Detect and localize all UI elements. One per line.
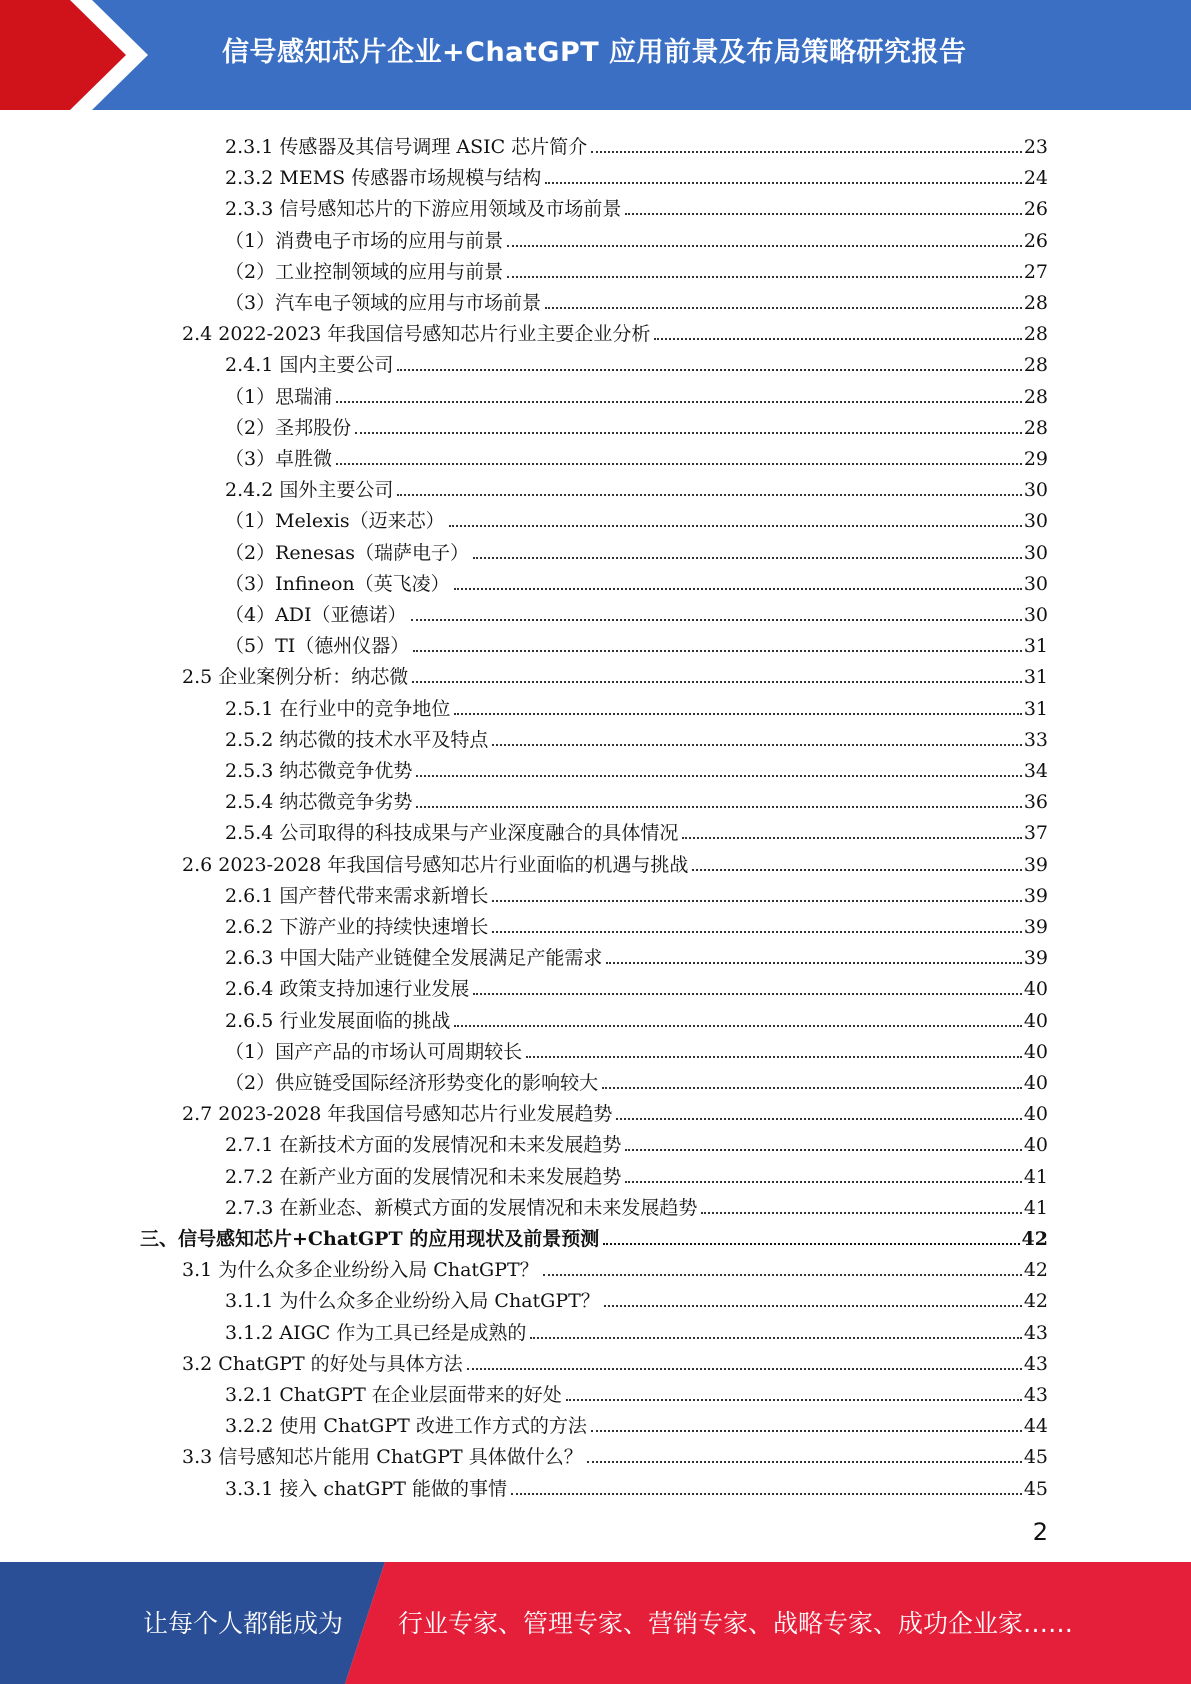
toc-entry-label: 2.5.2 纳芯微的技术水平及特点 bbox=[225, 728, 489, 751]
toc-dot-leader bbox=[492, 744, 1021, 746]
toc-dot-leader bbox=[566, 1399, 1022, 1401]
toc-entry[interactable] bbox=[182, 846, 1048, 876]
toc-entry[interactable] bbox=[225, 783, 1048, 813]
toc-entry-page: 41 bbox=[1023, 1196, 1048, 1219]
toc-entry-label: 3.1 为什么众多企业纷纷入局 ChatGPT？ bbox=[182, 1259, 539, 1282]
toc-entry-label: （1）消费电子市场的应用与前景 bbox=[225, 229, 504, 252]
toc-dot-leader bbox=[682, 837, 1021, 839]
toc-entry-label: 2.5 企业案例分析：纳芯微 bbox=[182, 666, 409, 689]
toc-entry-label: （4）ADI（亚德诺） bbox=[225, 604, 407, 626]
toc-entry-page: 28 bbox=[1023, 292, 1048, 314]
toc-entry-label: 3.1.1 为什么众多企业纷纷入局 ChatGPT？ bbox=[225, 1290, 600, 1313]
toc-entry[interactable] bbox=[225, 440, 1048, 470]
toc-dot-leader bbox=[591, 1430, 1022, 1432]
toc-entry[interactable] bbox=[225, 596, 1048, 626]
toc-dot-leader bbox=[397, 494, 1021, 496]
toc-entry-label: 2.5.3 纳芯微竞争优势 bbox=[225, 760, 413, 782]
toc-entry-page: 26 bbox=[1023, 198, 1048, 221]
toc-entry[interactable] bbox=[225, 1314, 1048, 1344]
toc-entry-label: （1）国产产品的市场认可周期较长 bbox=[225, 1040, 523, 1063]
toc-entry-page: 40 bbox=[1023, 1103, 1048, 1126]
toc-dot-leader bbox=[411, 619, 1022, 621]
toc-entry[interactable] bbox=[225, 159, 1048, 189]
toc-entry-label: （3）卓胜微 bbox=[225, 448, 333, 470]
toc-entry-label: 3.1.2 AIGC 作为工具已经是成熟的 bbox=[225, 1321, 527, 1344]
header-title: 信号感知芯片企业+ChatGPT 应用前景及布局策略研究报告 bbox=[222, 37, 967, 68]
toc-entry[interactable] bbox=[182, 1345, 1048, 1375]
toc-entry-label: 2.6.3 中国大陆产业链健全发展满足产能需求 bbox=[225, 947, 603, 970]
toc-entry-page: 31 bbox=[1023, 635, 1048, 658]
toc-dot-leader bbox=[473, 993, 1021, 995]
toc-entry-label: 2.3.3 信号感知芯片的下游应用领域及市场前景 bbox=[225, 198, 622, 221]
toc-entry-page: 30 bbox=[1023, 510, 1048, 533]
toc-dot-leader bbox=[454, 588, 1022, 590]
toc-entry-label: 2.6.4 政策支持加速行业发展 bbox=[225, 978, 470, 1001]
toc-entry[interactable] bbox=[225, 1282, 1048, 1312]
toc-dot-leader bbox=[591, 151, 1022, 153]
toc-entry-page: 30 bbox=[1023, 479, 1048, 502]
toc-entry-label: 2.6 2023-2028 年我国信号感知芯片行业面临的机遇与挑战 bbox=[182, 853, 689, 876]
toc-entry-page: 27 bbox=[1023, 260, 1048, 283]
toc-entry[interactable] bbox=[225, 1470, 1048, 1500]
toc-dot-leader bbox=[492, 900, 1021, 902]
toc-entry[interactable] bbox=[225, 534, 1048, 564]
toc-entry-label: 2.7.1 在新技术方面的发展情况和未来发展趋势 bbox=[225, 1134, 622, 1157]
toc-dot-leader bbox=[507, 245, 1022, 247]
toc-dot-leader bbox=[454, 713, 1021, 715]
toc-entry-page: 44 bbox=[1023, 1415, 1048, 1438]
toc-entry[interactable] bbox=[225, 908, 1048, 938]
toc-dot-leader bbox=[530, 1337, 1021, 1339]
toc-entry[interactable] bbox=[140, 1220, 1048, 1250]
toc-entry-page: 41 bbox=[1023, 1165, 1048, 1188]
toc-entry-page: 42 bbox=[1021, 1228, 1048, 1250]
toc-entry-page: 42 bbox=[1023, 1290, 1048, 1313]
toc-entry-label: 2.4.1 国内主要公司 bbox=[225, 354, 394, 377]
toc-entry-page: 39 bbox=[1023, 916, 1048, 938]
toc-entry[interactable] bbox=[225, 721, 1048, 751]
toc-dot-leader bbox=[692, 869, 1021, 871]
toc-entry[interactable] bbox=[225, 502, 1048, 532]
toc-entry[interactable] bbox=[182, 315, 1048, 345]
toc-entry-page: 39 bbox=[1023, 947, 1048, 970]
toc-entry-label: （2）Renesas（瑞萨电子） bbox=[225, 541, 469, 564]
toc-entry[interactable] bbox=[225, 1407, 1048, 1437]
toc-dot-leader bbox=[336, 401, 1022, 403]
toc-entry[interactable] bbox=[225, 1376, 1048, 1406]
toc-dot-leader bbox=[625, 1181, 1021, 1183]
toc-entry[interactable] bbox=[225, 939, 1048, 969]
toc-entry-label: 2.3.2 MEMS 传感器市场规模与结构 bbox=[225, 167, 542, 190]
toc-dot-leader bbox=[625, 1149, 1021, 1151]
toc-entry[interactable] bbox=[225, 1158, 1048, 1188]
toc-entry[interactable] bbox=[225, 471, 1048, 501]
toc-entry-page: 40 bbox=[1023, 1009, 1048, 1032]
toc-entry-label: 2.6.1 国产替代带来需求新增长 bbox=[225, 884, 489, 907]
footer-slogan-right: 行业专家、管理专家、营销专家、战略专家、成功企业家…… bbox=[398, 1609, 1074, 1638]
toc-dot-leader bbox=[454, 1025, 1021, 1027]
toc-dot-leader bbox=[336, 463, 1022, 465]
toc-dot-leader bbox=[473, 557, 1022, 559]
toc-dot-leader bbox=[449, 525, 1022, 527]
toc-dot-leader bbox=[616, 1118, 1021, 1120]
toc-entry-page: 29 bbox=[1023, 448, 1048, 470]
toc-entry[interactable] bbox=[225, 877, 1048, 907]
toc-entry[interactable] bbox=[225, 284, 1048, 314]
toc-entry-page: 36 bbox=[1023, 791, 1048, 814]
toc-entry-page: 37 bbox=[1023, 822, 1048, 845]
toc-dot-leader bbox=[416, 775, 1021, 777]
toc-entry-label: 2.4.2 国外主要公司 bbox=[225, 479, 394, 502]
toc-entry-page: 43 bbox=[1023, 1352, 1048, 1375]
header-banner bbox=[0, 0, 1191, 110]
toc-entry-label: 2.7.3 在新业态、新模式方面的发展情况和未来发展趋势 bbox=[225, 1196, 698, 1219]
toc-entry-page: 40 bbox=[1023, 1072, 1048, 1094]
toc-entry[interactable] bbox=[225, 690, 1048, 720]
toc-entry-page: 45 bbox=[1023, 1477, 1048, 1500]
toc-entry-label: 3.2 ChatGPT 的好处与具体方法 bbox=[182, 1352, 463, 1375]
toc-entry-page: 33 bbox=[1023, 728, 1048, 751]
toc-entry-page: 28 bbox=[1023, 416, 1048, 439]
toc-entry-page: 43 bbox=[1023, 1384, 1048, 1406]
toc-entry-page: 28 bbox=[1023, 354, 1048, 377]
toc-entry[interactable] bbox=[225, 409, 1048, 439]
toc-dot-leader bbox=[416, 806, 1021, 808]
toc-entry[interactable] bbox=[225, 814, 1048, 844]
toc-dot-leader bbox=[602, 1087, 1022, 1089]
toc-entry-label: 2.6.2 下游产业的持续快速增长 bbox=[225, 916, 489, 938]
toc-dot-leader bbox=[545, 182, 1022, 184]
toc-entry[interactable] bbox=[225, 565, 1048, 595]
toc-entry-label: 2.3.1 传感器及其信号调理 ASIC 芯片简介 bbox=[225, 136, 588, 158]
toc-entry-page: 40 bbox=[1023, 1134, 1048, 1157]
toc-entry[interactable] bbox=[225, 128, 1048, 158]
toc-entry-page: 28 bbox=[1023, 323, 1048, 346]
toc-entry-page: 31 bbox=[1023, 697, 1048, 720]
toc-entry-page: 30 bbox=[1023, 541, 1048, 564]
toc-entry-label: 2.7.2 在新产业方面的发展情况和未来发展趋势 bbox=[225, 1165, 622, 1188]
toc-entry-page: 30 bbox=[1023, 572, 1048, 595]
toc-entry[interactable] bbox=[225, 378, 1048, 408]
toc-entry[interactable] bbox=[225, 1002, 1048, 1032]
toc-dot-leader bbox=[397, 369, 1021, 371]
toc-dot-leader bbox=[492, 931, 1021, 933]
toc-entry[interactable] bbox=[225, 1064, 1048, 1094]
toc-entry-label: （3）汽车电子领域的应用与市场前景 bbox=[225, 292, 542, 314]
toc-entry-label: 2.6.5 行业发展面临的挑战 bbox=[225, 1009, 451, 1032]
toc-dot-leader bbox=[587, 1461, 1022, 1463]
toc-entry-label: （2）圣邦股份 bbox=[225, 416, 352, 439]
toc-entry-page: 31 bbox=[1023, 666, 1048, 689]
toc-entry[interactable] bbox=[225, 253, 1048, 283]
toc-entry[interactable] bbox=[225, 1126, 1048, 1156]
toc-dot-leader bbox=[526, 1056, 1022, 1058]
toc-dot-leader bbox=[413, 650, 1022, 652]
toc-entry-page: 45 bbox=[1023, 1446, 1048, 1469]
toc-dot-leader bbox=[467, 1368, 1022, 1370]
toc-dot-leader bbox=[701, 1212, 1021, 1214]
toc-entry[interactable] bbox=[225, 627, 1048, 657]
toc-entry-page: 28 bbox=[1023, 385, 1048, 408]
toc-entry-label: 3.3.1 接入 chatGPT 能做的事情 bbox=[225, 1477, 507, 1500]
toc-entry-page: 34 bbox=[1023, 760, 1048, 782]
toc-dot-leader bbox=[604, 1305, 1022, 1307]
toc-entry-label: （2）工业控制领域的应用与前景 bbox=[225, 260, 504, 283]
toc-entry-label: 3.2.2 使用 ChatGPT 改进工作方式的方法 bbox=[225, 1415, 587, 1438]
toc-entry-page: 40 bbox=[1023, 1040, 1048, 1063]
toc-entry-label: （3）Infineon（英飞凌） bbox=[225, 572, 450, 595]
toc-dot-leader bbox=[511, 1493, 1022, 1495]
toc-entry[interactable] bbox=[225, 752, 1048, 782]
toc-entry[interactable] bbox=[225, 970, 1048, 1000]
toc-entry[interactable] bbox=[225, 222, 1048, 252]
toc-dot-leader bbox=[507, 276, 1022, 278]
toc-dot-leader bbox=[606, 962, 1021, 964]
toc-entry[interactable] bbox=[182, 1251, 1048, 1281]
toc-entry-page: 43 bbox=[1023, 1321, 1048, 1344]
toc-dot-leader bbox=[543, 1274, 1022, 1276]
page-number: 2 bbox=[1032, 1518, 1048, 1546]
toc-entry-label: 2.7 2023-2028 年我国信号感知芯片行业发展趋势 bbox=[182, 1103, 613, 1126]
toc-dot-leader bbox=[545, 307, 1022, 309]
toc-entry[interactable] bbox=[225, 190, 1048, 220]
toc-entry-label: 三、信号感知芯片+ChatGPT 的应用现状及前景预测 bbox=[140, 1228, 600, 1250]
toc-entry[interactable] bbox=[182, 1095, 1048, 1125]
toc-dot-leader bbox=[654, 338, 1021, 340]
toc-dot-leader bbox=[412, 681, 1022, 683]
toc-entry-label: 3.3 信号感知芯片能用 ChatGPT 具体做什么？ bbox=[182, 1446, 583, 1469]
toc-entry-label: （1）Melexis（迈来芯） bbox=[225, 510, 445, 533]
toc-entry-label: 2.5.4 纳芯微竞争劣势 bbox=[225, 791, 413, 814]
toc-entry-label: （5）TI（德州仪器） bbox=[225, 635, 410, 658]
toc-entry-page: 26 bbox=[1023, 229, 1048, 252]
toc-entry-page: 39 bbox=[1023, 853, 1048, 876]
toc-dot-leader bbox=[355, 432, 1022, 434]
toc-dot-leader bbox=[625, 213, 1021, 215]
toc-entry-label: （2）供应链受国际经济形势变化的影响较大 bbox=[225, 1072, 599, 1094]
toc-dot-leader bbox=[603, 1243, 1019, 1245]
toc-entry-label: 2.5.1 在行业中的竞争地位 bbox=[225, 697, 451, 720]
toc-entry[interactable] bbox=[225, 1033, 1048, 1063]
toc-entry-page: 40 bbox=[1023, 978, 1048, 1001]
toc-entry-label: 2.4 2022-2023 年我国信号感知芯片行业主要企业分析 bbox=[182, 323, 651, 346]
toc-entry[interactable] bbox=[182, 1438, 1048, 1468]
toc-entry-label: 2.5.4 公司取得的科技成果与产业深度融合的具体情况 bbox=[225, 822, 679, 845]
toc-entry-page: 30 bbox=[1023, 604, 1048, 626]
toc-entry-label: 3.2.1 ChatGPT 在企业层面带来的好处 bbox=[225, 1384, 562, 1406]
toc-entry[interactable] bbox=[182, 658, 1048, 688]
toc-entry-label: （1）思瑞浦 bbox=[225, 385, 333, 408]
toc-entry[interactable] bbox=[225, 346, 1048, 376]
footer-slogan-left: 让每个人都能成为 bbox=[143, 1609, 344, 1638]
toc-entry[interactable] bbox=[225, 1189, 1048, 1219]
footer-banner bbox=[0, 1562, 1191, 1684]
toc-entry-page: 23 bbox=[1023, 136, 1048, 158]
toc-entry-page: 42 bbox=[1023, 1259, 1048, 1282]
toc-entry-page: 24 bbox=[1023, 167, 1048, 190]
toc-entry-page: 39 bbox=[1023, 884, 1048, 907]
